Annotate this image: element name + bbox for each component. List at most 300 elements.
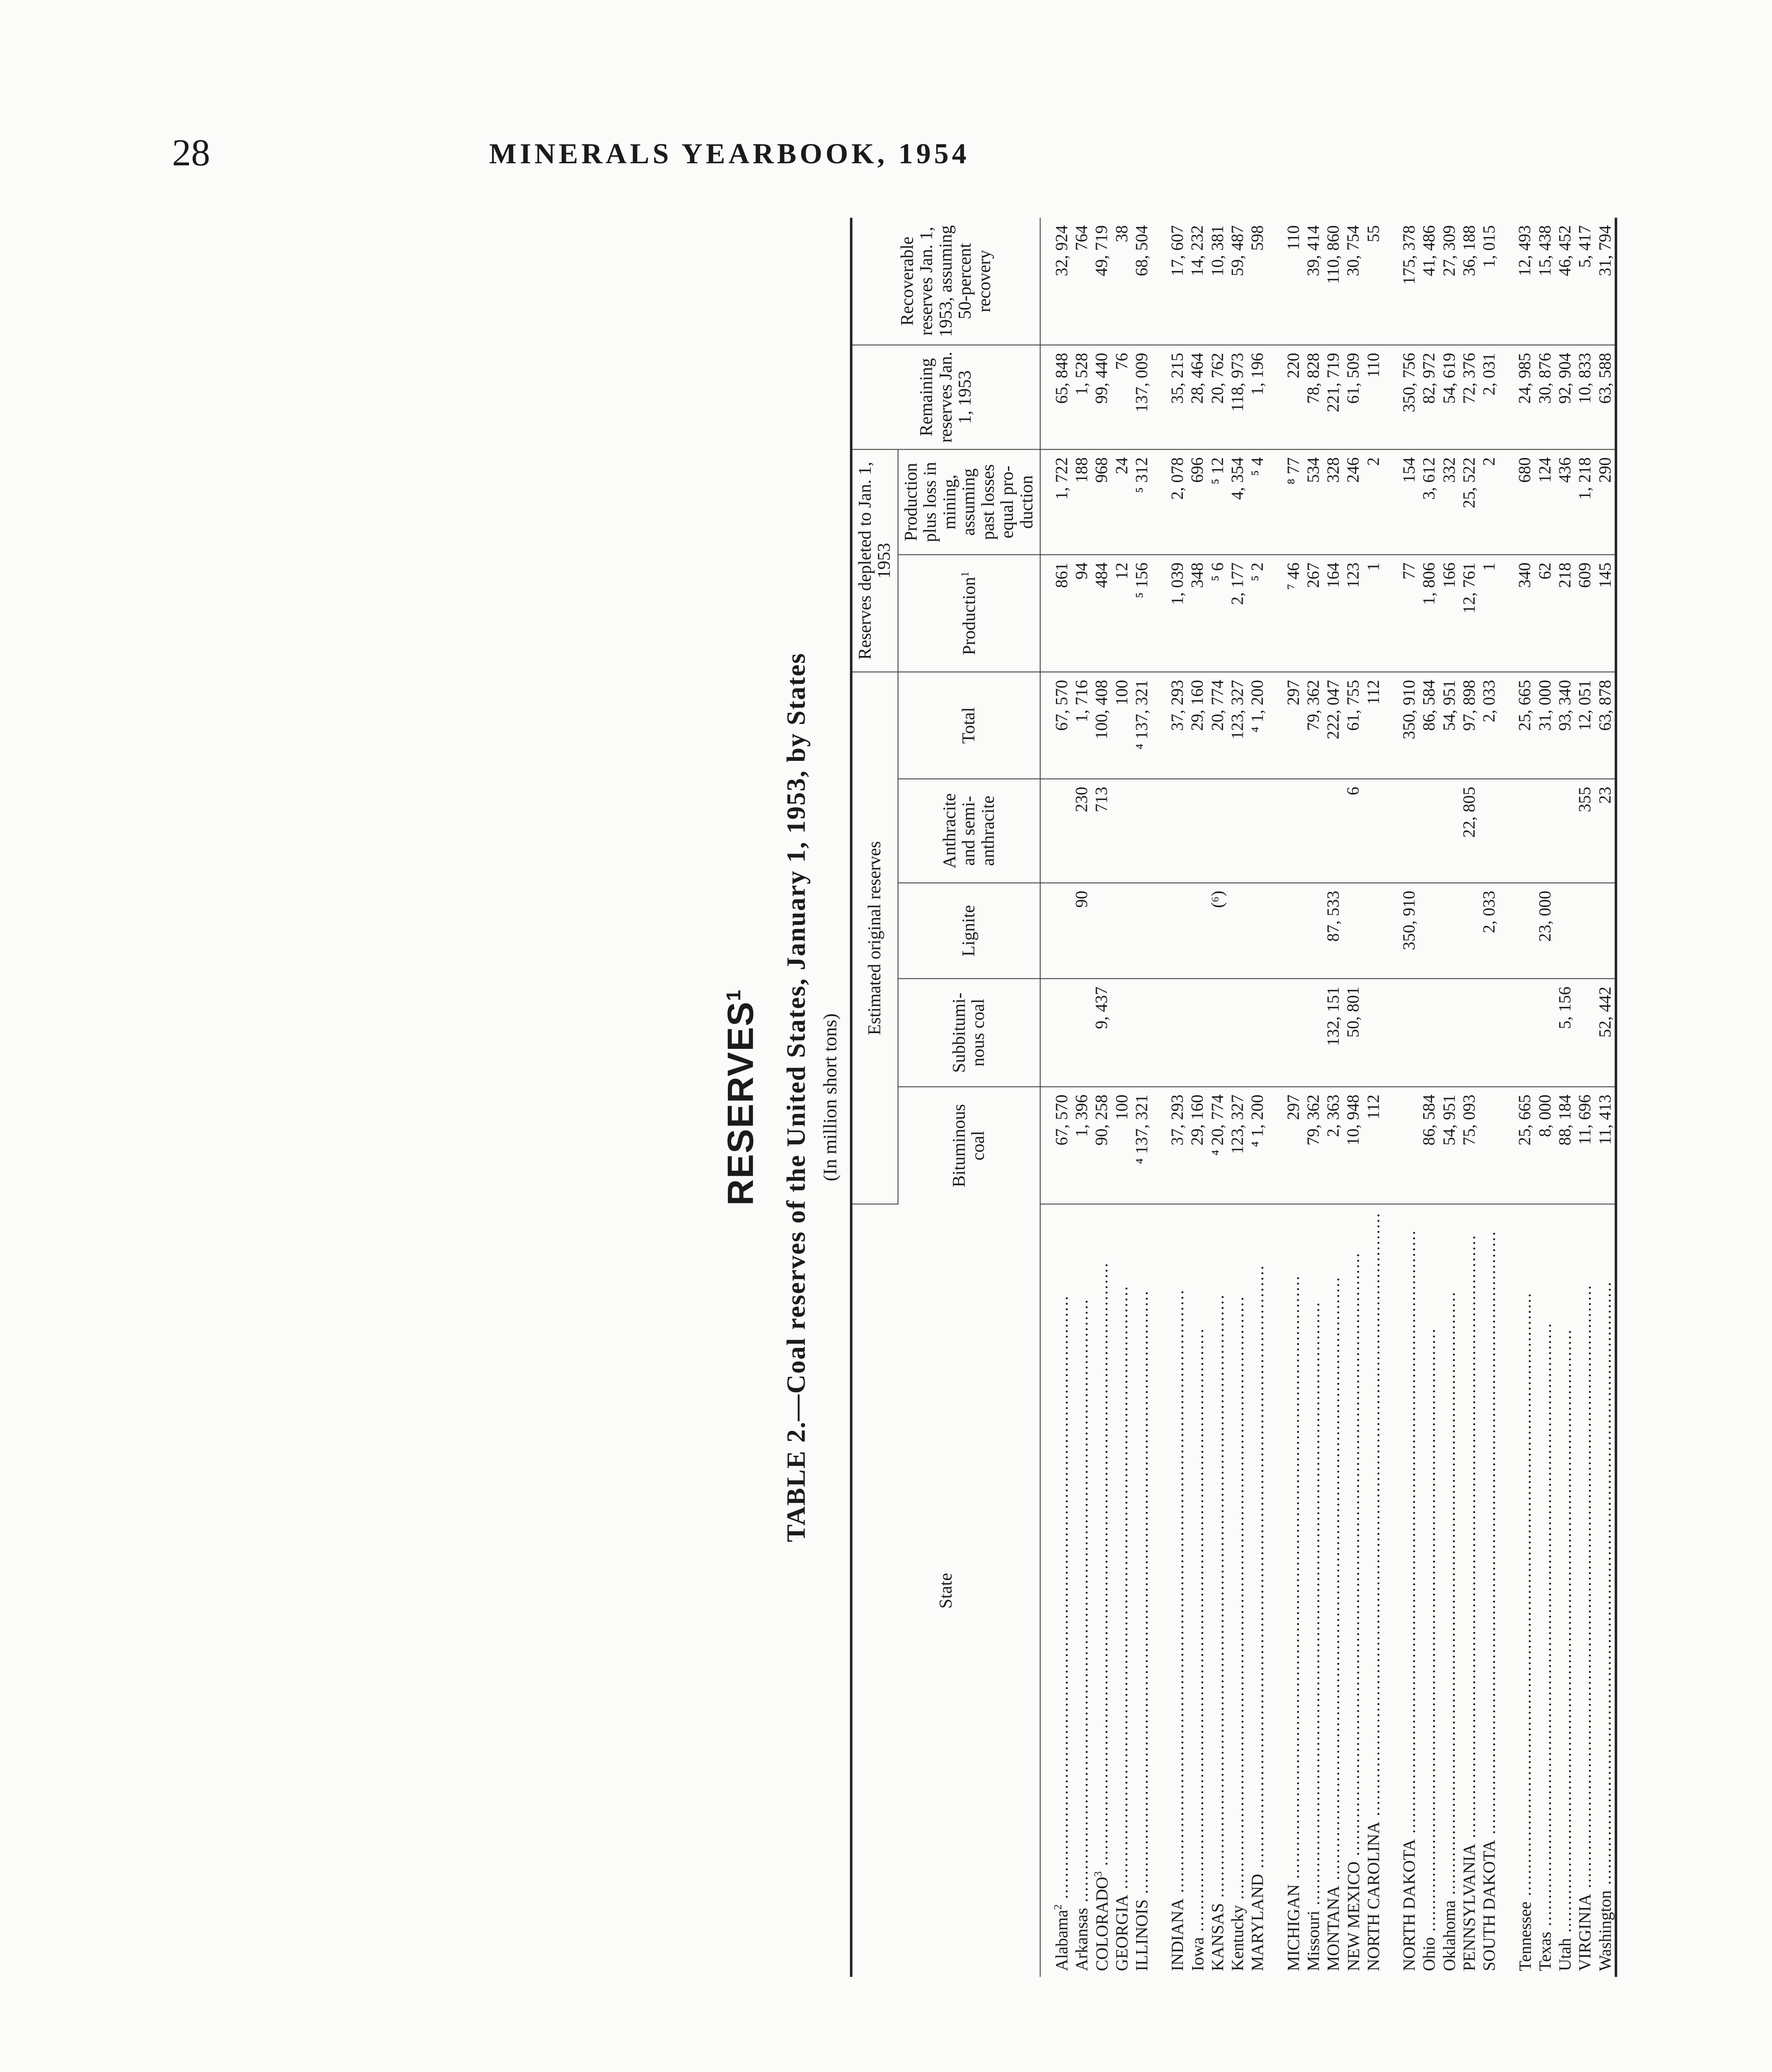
state-label: NORTH DAKOTA [1399, 1839, 1418, 1971]
cell-recoverable: 598 [1247, 218, 1267, 345]
state-name [1072, 1212, 1090, 1971]
cell-bituminous: ⁴ 1, 200 [1247, 1087, 1267, 1204]
state-name [1092, 1212, 1110, 1971]
cell-prod_loss: 25, 522 [1459, 449, 1479, 554]
state-name [1364, 1212, 1382, 1971]
state-name [1228, 1212, 1246, 1971]
cell-recoverable: 38 [1111, 218, 1131, 345]
cell-total: 29, 160 [1187, 672, 1207, 779]
cell-subbit [1459, 978, 1479, 1087]
cell-subbit [1534, 978, 1554, 1087]
state-label: COLORADO [1092, 1876, 1111, 1971]
cell-total: 63, 878 [1595, 672, 1616, 779]
header-total: Total [898, 672, 1040, 779]
state-label: Alabama [1052, 1910, 1071, 1971]
cell-anthracite: 230 [1071, 779, 1091, 883]
cell-remaining: 78, 828 [1303, 345, 1323, 449]
state-label: Texas [1535, 1931, 1554, 1971]
cell-anthracite [1187, 779, 1207, 883]
cell-remaining: 2, 031 [1479, 345, 1498, 449]
cell-recoverable: 110 [1267, 218, 1303, 345]
state-label: MICHIGAN [1283, 1884, 1303, 1971]
cell-anthracite [1207, 779, 1227, 883]
state-label: MARYLAND [1248, 1874, 1267, 1971]
state-name [1575, 1212, 1593, 1971]
cell-total: 31, 000 [1534, 672, 1554, 779]
cell-recoverable: 32, 924 [1040, 218, 1071, 345]
cell-lignite [1111, 883, 1131, 978]
state-cell [1459, 1204, 1479, 1977]
table-row [1479, 218, 1498, 1977]
state-name [1132, 1212, 1150, 1971]
cell-remaining: 220 [1267, 345, 1303, 449]
cell-anthracite: 713 [1091, 779, 1111, 883]
cell-recoverable: 764 [1071, 218, 1091, 345]
cell-prod_loss: 2 [1479, 449, 1498, 554]
cell-subbit [1479, 978, 1498, 1087]
state-cell [1383, 1204, 1418, 1977]
cell-lignite: 87, 533 [1323, 883, 1343, 978]
state-name [1555, 1212, 1573, 1971]
page-number: 28 [172, 131, 210, 174]
state-name [1399, 1212, 1418, 1971]
cell-anthracite [1131, 779, 1151, 883]
state-cell [1071, 1204, 1091, 1977]
state-name [1168, 1212, 1186, 1971]
cell-recoverable: 55 [1363, 218, 1383, 345]
table-row [1040, 218, 1071, 1977]
cell-lignite [1187, 883, 1207, 978]
cell-anthracite [1418, 779, 1438, 883]
cell-bituminous [1479, 1087, 1498, 1204]
cell-remaining: 10, 833 [1574, 345, 1594, 449]
cell-remaining: 65, 848 [1040, 345, 1071, 449]
cell-subbit: 132, 151 [1323, 978, 1343, 1087]
state-cell [1247, 1204, 1267, 1977]
cell-bituminous: 8, 000 [1534, 1087, 1554, 1204]
cell-lignite: (⁶) [1207, 883, 1227, 978]
state-cell [1227, 1204, 1247, 1977]
cell-subbit [1267, 978, 1303, 1087]
cell-total: ⁴ 137, 321 [1131, 672, 1151, 779]
cell-prod_loss: ⁵ 312 [1131, 449, 1151, 554]
cell-recoverable: 10, 381 [1207, 218, 1227, 345]
table-row [1091, 218, 1111, 1977]
cell-subbit [1439, 978, 1459, 1087]
state-name [1112, 1212, 1130, 1971]
cell-prod_loss: 188 [1071, 449, 1091, 554]
state-note: 2 [1051, 1904, 1064, 1910]
table-row [1323, 218, 1343, 1977]
state-cell [1499, 1204, 1534, 1977]
cell-prod_loss: 290 [1595, 449, 1616, 554]
cell-remaining: 221, 719 [1323, 345, 1343, 449]
cell-recoverable: 46, 452 [1554, 218, 1574, 345]
cell-prod_loss: 328 [1323, 449, 1343, 554]
cell-recoverable: 36, 188 [1459, 218, 1479, 345]
cell-total: 67, 570 [1040, 672, 1071, 779]
cell-lignite: 350, 910 [1383, 883, 1418, 978]
header-production-loss: Production plus loss in mining, assuming past losses equal pro-duction [898, 449, 1040, 554]
header-estimated-original: Estimated original reserves [851, 672, 898, 1204]
cell-total: 37, 293 [1151, 672, 1187, 779]
cell-remaining: 118, 973 [1227, 345, 1247, 449]
cell-prod_loss: 534 [1303, 449, 1323, 554]
cell-anthracite: 22, 805 [1459, 779, 1479, 883]
cell-recoverable: 68, 504 [1131, 218, 1151, 345]
cell-subbit [1227, 978, 1247, 1087]
cell-prod_loss: 4, 354 [1227, 449, 1247, 554]
cell-prod_loss: 680 [1499, 449, 1534, 554]
state-cell [1131, 1204, 1151, 1977]
cell-lignite [1040, 883, 1071, 978]
state-name [1052, 1212, 1070, 1971]
cell-lignite [1343, 883, 1363, 978]
table-row [1131, 218, 1151, 1977]
cell-remaining: 20, 762 [1207, 345, 1227, 449]
table-row [1363, 218, 1383, 1977]
cell-lignite: 23, 000 [1534, 883, 1554, 978]
cell-bituminous: 100 [1111, 1087, 1131, 1204]
header-production-label: Production [959, 576, 979, 655]
cell-production: 166 [1439, 554, 1459, 672]
table-row [1071, 218, 1091, 1977]
cell-lignite [1151, 883, 1187, 978]
cell-subbit [1303, 978, 1323, 1087]
cell-bituminous: 11, 696 [1574, 1087, 1594, 1204]
cell-total: 100 [1111, 672, 1131, 779]
cell-remaining: 30, 876 [1534, 345, 1554, 449]
state-name [1304, 1212, 1322, 1971]
cell-remaining: 99, 440 [1091, 345, 1111, 449]
state-label: NEW MEXICO [1343, 1861, 1363, 1971]
cell-lignite [1439, 883, 1459, 978]
cell-anthracite [1534, 779, 1554, 883]
cell-bituminous: ⁴ 20, 774 [1207, 1087, 1227, 1204]
cell-remaining: 82, 972 [1418, 345, 1438, 449]
cell-subbit [1207, 978, 1227, 1087]
cell-total: 97, 898 [1459, 672, 1479, 779]
cell-anthracite [1499, 779, 1534, 883]
state-cell [1323, 1204, 1343, 1977]
state-name [1248, 1212, 1266, 1971]
state-name [1535, 1212, 1554, 1971]
header-remaining: Remaining reserves Jan. 1, 1953 [851, 345, 1040, 449]
cell-total: 86, 584 [1418, 672, 1438, 779]
cell-lignite: 2, 033 [1479, 883, 1498, 978]
state-cell [1267, 1204, 1303, 1977]
cell-recoverable: 30, 754 [1343, 218, 1363, 345]
cell-lignite [1459, 883, 1479, 978]
state-label: Washington [1595, 1890, 1614, 1971]
table-row [1499, 218, 1534, 1977]
state-cell [1207, 1204, 1227, 1977]
cell-bituminous: 25, 665 [1499, 1087, 1534, 1204]
rotated-table-block [719, 218, 1772, 1977]
cell-bituminous: 79, 362 [1303, 1087, 1323, 1204]
state-label: PENNSYLVANIA [1459, 1843, 1479, 1971]
cell-bituminous: 75, 093 [1459, 1087, 1479, 1204]
state-label: Utah [1555, 1938, 1574, 1971]
cell-prod_loss: 968 [1091, 449, 1111, 554]
table-row [1303, 218, 1323, 1977]
cell-prod_loss: 2, 078 [1151, 449, 1187, 554]
cell-lignite [1554, 883, 1574, 978]
cell-subbit [1247, 978, 1267, 1087]
state-name [1595, 1212, 1614, 1971]
state-name [1208, 1212, 1226, 1971]
cell-lignite [1418, 883, 1438, 978]
state-name [1440, 1212, 1458, 1971]
cell-remaining: 137, 009 [1131, 345, 1151, 449]
cell-lignite [1227, 883, 1247, 978]
state-label: ILLINOIS [1132, 1899, 1151, 1971]
cell-remaining: 76 [1111, 345, 1131, 449]
cell-recoverable: 31, 794 [1595, 218, 1616, 345]
cell-subbit [1111, 978, 1131, 1087]
state-cell [1151, 1204, 1187, 1977]
table-body [1040, 218, 1616, 1977]
state-label: VIRGINIA [1575, 1893, 1595, 1971]
cell-bituminous: 67, 570 [1040, 1087, 1071, 1204]
cell-bituminous: 37, 293 [1151, 1087, 1187, 1204]
cell-remaining: 1, 528 [1071, 345, 1091, 449]
cell-production: 609 [1574, 554, 1594, 672]
state-label: INDIANA [1168, 1898, 1187, 1971]
cell-subbit [1131, 978, 1151, 1087]
cell-bituminous: 54, 951 [1439, 1087, 1459, 1204]
cell-total: 20, 774 [1207, 672, 1227, 779]
cell-bituminous: 112 [1363, 1087, 1383, 1204]
cell-total: 222, 047 [1323, 672, 1343, 779]
cell-remaining: 28, 464 [1187, 345, 1207, 449]
cell-subbit: 9, 437 [1091, 978, 1111, 1087]
cell-prod_loss: 124 [1534, 449, 1554, 554]
cell-lignite [1363, 883, 1383, 978]
state-cell [1040, 1204, 1071, 1977]
cell-bituminous: 123, 327 [1227, 1087, 1247, 1204]
cell-prod_loss: 696 [1187, 449, 1207, 554]
table-row [1247, 218, 1267, 1977]
cell-bituminous: ⁴ 137, 321 [1131, 1087, 1151, 1204]
table-row [1459, 218, 1479, 1977]
state-label: Iowa [1188, 1937, 1207, 1971]
header-bituminous: Bituminous coal [898, 1087, 1040, 1204]
cell-recoverable: 175, 378 [1383, 218, 1418, 345]
cell-subbit [1574, 978, 1594, 1087]
cell-bituminous: 86, 584 [1418, 1087, 1438, 1204]
cell-anthracite [1151, 779, 1187, 883]
cell-prod_loss: 332 [1439, 449, 1459, 554]
state-cell [1418, 1204, 1438, 1977]
cell-production: ⁷ 46 [1267, 554, 1303, 672]
cell-production: 62 [1534, 554, 1554, 672]
cell-total: 112 [1363, 672, 1383, 779]
table-row [1574, 218, 1594, 1977]
cell-recoverable: 15, 438 [1534, 218, 1554, 345]
cell-production: 267 [1303, 554, 1323, 672]
header-production [898, 554, 1040, 672]
cell-subbit [1418, 978, 1438, 1087]
cell-production: 12, 761 [1459, 554, 1479, 672]
cell-recoverable: 39, 414 [1303, 218, 1323, 345]
state-cell [1574, 1204, 1594, 1977]
cell-production: 2, 177 [1227, 554, 1247, 672]
cell-production: 77 [1383, 554, 1418, 672]
header-state: State [851, 1204, 1040, 1977]
cell-total: 2, 033 [1479, 672, 1498, 779]
cell-production: 1, 039 [1151, 554, 1187, 672]
cell-anthracite [1439, 779, 1459, 883]
state-cell [1534, 1204, 1554, 1977]
cell-total: 79, 362 [1303, 672, 1323, 779]
cell-production: 145 [1595, 554, 1616, 672]
cell-anthracite: 6 [1343, 779, 1363, 883]
state-cell [1363, 1204, 1383, 1977]
cell-subbit [1040, 978, 1071, 1087]
state-name [1515, 1212, 1534, 1971]
section-heading [719, 218, 761, 1977]
cell-anthracite [1227, 779, 1247, 883]
cell-production: 1, 806 [1418, 554, 1438, 672]
cell-subbit [1363, 978, 1383, 1087]
cell-production: 348 [1187, 554, 1207, 672]
cell-total: 54, 951 [1439, 672, 1459, 779]
cell-lignite [1303, 883, 1323, 978]
section-heading-note: 1 [722, 989, 745, 1001]
cell-anthracite [1303, 779, 1323, 883]
table-row [1187, 218, 1207, 1977]
table-row [1439, 218, 1459, 1977]
cell-subbit: 52, 442 [1595, 978, 1616, 1087]
table-row [1554, 218, 1574, 1977]
cell-bituminous: 297 [1267, 1087, 1303, 1204]
cell-anthracite [1267, 779, 1303, 883]
cell-bituminous: 1, 396 [1071, 1087, 1091, 1204]
cell-recoverable: 14, 232 [1187, 218, 1207, 345]
cell-production: 340 [1499, 554, 1534, 672]
state-cell [1343, 1204, 1363, 1977]
cell-lignite [1247, 883, 1267, 978]
coal-reserves-table [850, 218, 1617, 1977]
cell-bituminous: 29, 160 [1187, 1087, 1207, 1204]
cell-total: 100, 408 [1091, 672, 1111, 779]
state-cell [1091, 1204, 1111, 1977]
cell-production: 94 [1071, 554, 1091, 672]
table-row [1207, 218, 1227, 1977]
running-title: MINERALS YEARBOOK, 1954 [489, 138, 970, 170]
cell-total: 297 [1267, 672, 1303, 779]
table-row [1267, 218, 1303, 1977]
state-name [1324, 1212, 1342, 1971]
section-heading-text: RESERVES [720, 1001, 761, 1205]
cell-prod_loss: ⁵ 4 [1247, 449, 1267, 554]
cell-remaining: 54, 619 [1439, 345, 1459, 449]
cell-prod_loss: 24 [1111, 449, 1131, 554]
state-name [1419, 1212, 1437, 1971]
cell-total: 25, 665 [1499, 672, 1534, 779]
state-label: Oklahoma [1439, 1900, 1459, 1971]
header-anthracite: Anthracite and semi-anthracite [898, 779, 1040, 883]
state-name [1459, 1212, 1478, 1971]
cell-subbit [1151, 978, 1187, 1087]
state-name [1479, 1212, 1498, 1971]
cell-bituminous: 2, 363 [1323, 1087, 1343, 1204]
cell-production: 1 [1363, 554, 1383, 672]
cell-production: 861 [1040, 554, 1071, 672]
header-production-note: 1 [958, 571, 971, 577]
cell-recoverable: 27, 309 [1439, 218, 1459, 345]
cell-recoverable: 1, 015 [1479, 218, 1498, 345]
cell-anthracite [1111, 779, 1131, 883]
cell-lignite [1267, 883, 1303, 978]
cell-subbit: 5, 156 [1554, 978, 1574, 1087]
header-lignite: Lignite [898, 883, 1040, 978]
cell-prod_loss: 154 [1383, 449, 1418, 554]
cell-remaining: 110 [1363, 345, 1383, 449]
state-label: Missouri [1303, 1910, 1323, 1971]
state-cell [1595, 1204, 1616, 1977]
table-row [1383, 218, 1418, 1977]
cell-total: ⁴ 1, 200 [1247, 672, 1267, 779]
header-subbituminous: Subbitumi-nous coal [898, 978, 1040, 1087]
table-row [1227, 218, 1247, 1977]
state-label: Arkansas [1071, 1907, 1091, 1971]
cell-production: 1 [1479, 554, 1498, 672]
cell-prod_loss: ⁵ 12 [1207, 449, 1227, 554]
cell-recoverable: 17, 607 [1151, 218, 1187, 345]
table-row [1595, 218, 1616, 1977]
cell-production: 218 [1554, 554, 1574, 672]
cell-production: 123 [1343, 554, 1363, 672]
state-name [1188, 1212, 1206, 1971]
cell-total: 1, 716 [1071, 672, 1091, 779]
cell-lignite [1131, 883, 1151, 978]
cell-remaining: 1, 196 [1247, 345, 1267, 449]
table-row [1418, 218, 1438, 1977]
cell-recoverable: 12, 493 [1499, 218, 1534, 345]
cell-recoverable: 41, 486 [1418, 218, 1438, 345]
state-label: Ohio [1419, 1937, 1439, 1971]
cell-anthracite: 355 [1574, 779, 1594, 883]
state-name [1284, 1212, 1302, 1971]
cell-lignite [1499, 883, 1534, 978]
cell-prod_loss: 1, 218 [1574, 449, 1594, 554]
cell-prod_loss: 246 [1343, 449, 1363, 554]
state-cell [1187, 1204, 1207, 1977]
state-label: Tennessee [1515, 1901, 1534, 1971]
cell-bituminous: 11, 413 [1595, 1087, 1616, 1204]
cell-subbit: 50, 801 [1343, 978, 1363, 1087]
cell-total: 123, 327 [1227, 672, 1247, 779]
cell-prod_loss: 3, 612 [1418, 449, 1438, 554]
cell-anthracite [1479, 779, 1498, 883]
state-label: NORTH CAROLINA [1363, 1821, 1383, 1971]
cell-anthracite [1247, 779, 1267, 883]
cell-remaining: 24, 985 [1499, 345, 1534, 449]
table-row [1343, 218, 1363, 1977]
cell-production: ⁵ 6 [1207, 554, 1227, 672]
state-label: Kentucky [1227, 1905, 1247, 1971]
cell-total: 350, 910 [1383, 672, 1418, 779]
cell-lignite [1595, 883, 1616, 978]
cell-bituminous: 88, 184 [1554, 1087, 1574, 1204]
cell-bituminous: 90, 258 [1091, 1087, 1111, 1204]
header-depleted: Reserves depleted to Jan. 1, 1953 [851, 449, 898, 672]
state-name [1344, 1212, 1362, 1971]
state-cell [1111, 1204, 1131, 1977]
cell-remaining: 63, 588 [1595, 345, 1616, 449]
